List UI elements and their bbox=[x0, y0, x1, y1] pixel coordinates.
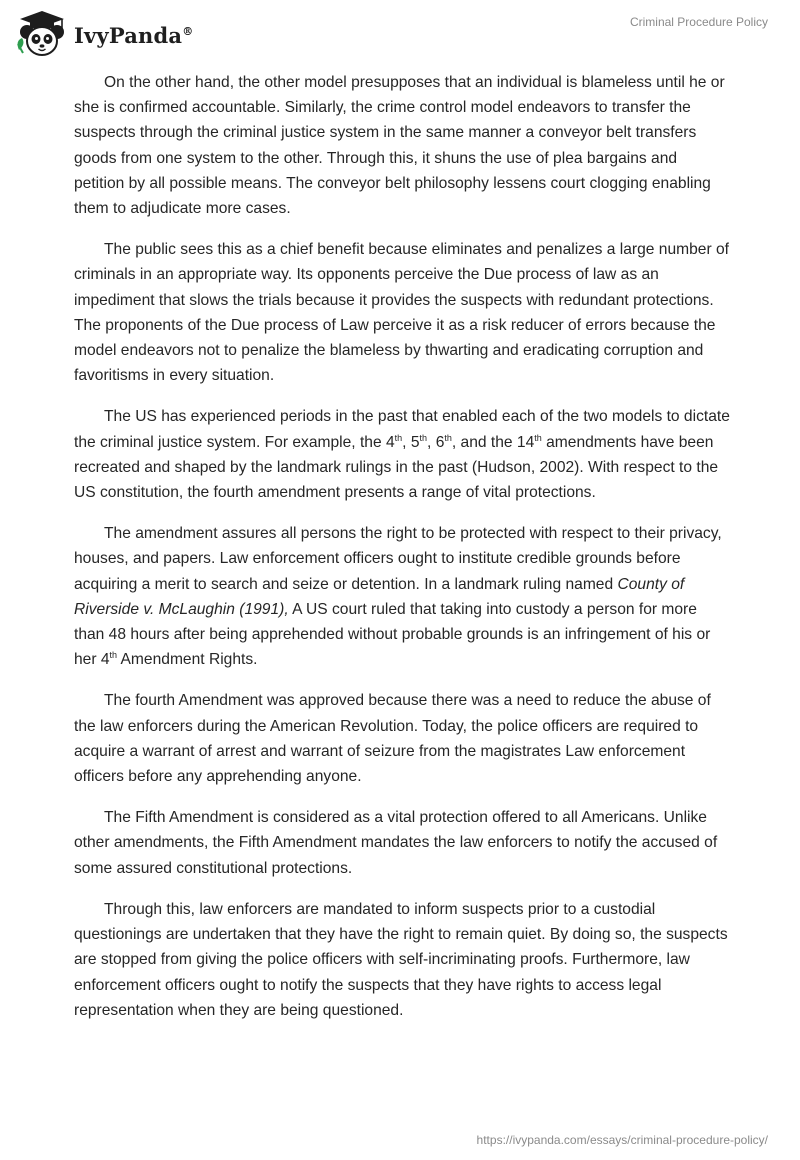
ivypanda-logo[interactable] bbox=[14, 8, 193, 58]
paragraph: The fourth Amendment was approved because there was a need to reduce the abuse of the law enforcers during the American Revolution. Today, the police officers are required to acquire a warrant of arrest and warrant of seizure from the magistrates Law enforcement officers before any apprehending anyone. bbox=[74, 692, 711, 786]
case-citation: County of Riverside v. McLaughin (1991), bbox=[74, 575, 685, 618]
brand-name: IvyPanda® bbox=[74, 22, 194, 48]
source-url-link[interactable]: https://ivypanda.com/essays/criminal-procedure-policy/ bbox=[476, 1133, 768, 1147]
paragraph: The public sees this as a chief benefit because eliminates and penalizes a large number of criminals in an appropriate way. Its opponents perceive the Due process of law as an impediment that slows the trials because it provides the suspects with redundant protections. The proponents of the Due process of Law perceive it as a risk reducer of errors because the model endeavors not to penalize the blameless by thwarting and eradicating corruption and favoritisms in every situation. bbox=[74, 241, 729, 385]
paragraph: On the other hand, the other model presupposes that an individual is blameless until he or she is confirmed accountable. Similarly, the crime control model endeavors to transfer the suspects through the criminal justice system in the same manner a conveyor belt transfers goods from one system to the other. Through this, it shuns the use of plea bargains and petition by all possible means. The conveyor belt philosophy lessens court clogging enabling them to adjudicate more cases. bbox=[74, 74, 725, 218]
paragraph: Through this, law enforcers are mandated to inform suspects prior to a custodial questionings are undertaken that they have the right to remain quiet. By doing so, the suspects are stopped from giving the police officers with self-incriminating proofs. Furthermore, law enforcement officers ought to notify the suspects that they have rights to access legal representation when they are being questioned. bbox=[74, 900, 728, 1019]
paragraph: The US has experienced periods in the past that enabled each of the two models to dictate the criminal justice system. For example, the 4th, 5th, 6th, and the 14th amendments have been recreated and shaped by the landmark rulings in the past (Hudson, 2002). With respect to the US constitution, the fourth amendment presents a range of vital protections. bbox=[74, 408, 730, 502]
paragraph: The Fifth Amendment is considered as a vital protection offered to all Americans. Unlike other amendments, the Fifth Amendment mandates the law enforcers to notify the accused of some assured constitutional protections. bbox=[74, 809, 718, 877]
document-title: Criminal Procedure Policy bbox=[629, 15, 768, 29]
essay-body bbox=[74, 70, 730, 1039]
panda-graduate-icon bbox=[14, 8, 70, 58]
paragraph: The amendment assures all persons the right to be protected with respect to their privacy, houses, and papers. Law enforcement officers ought to institute credible grounds before acquiring a merit to search and seize or detention. In a landmark ruling named County of Riverside v. McLaughin (1991), A US court ruled that taking into custody a person for more than 48 hours after being apprehended without probable grounds is an infringement of his or her 4th Amendment Rights. bbox=[74, 525, 722, 669]
